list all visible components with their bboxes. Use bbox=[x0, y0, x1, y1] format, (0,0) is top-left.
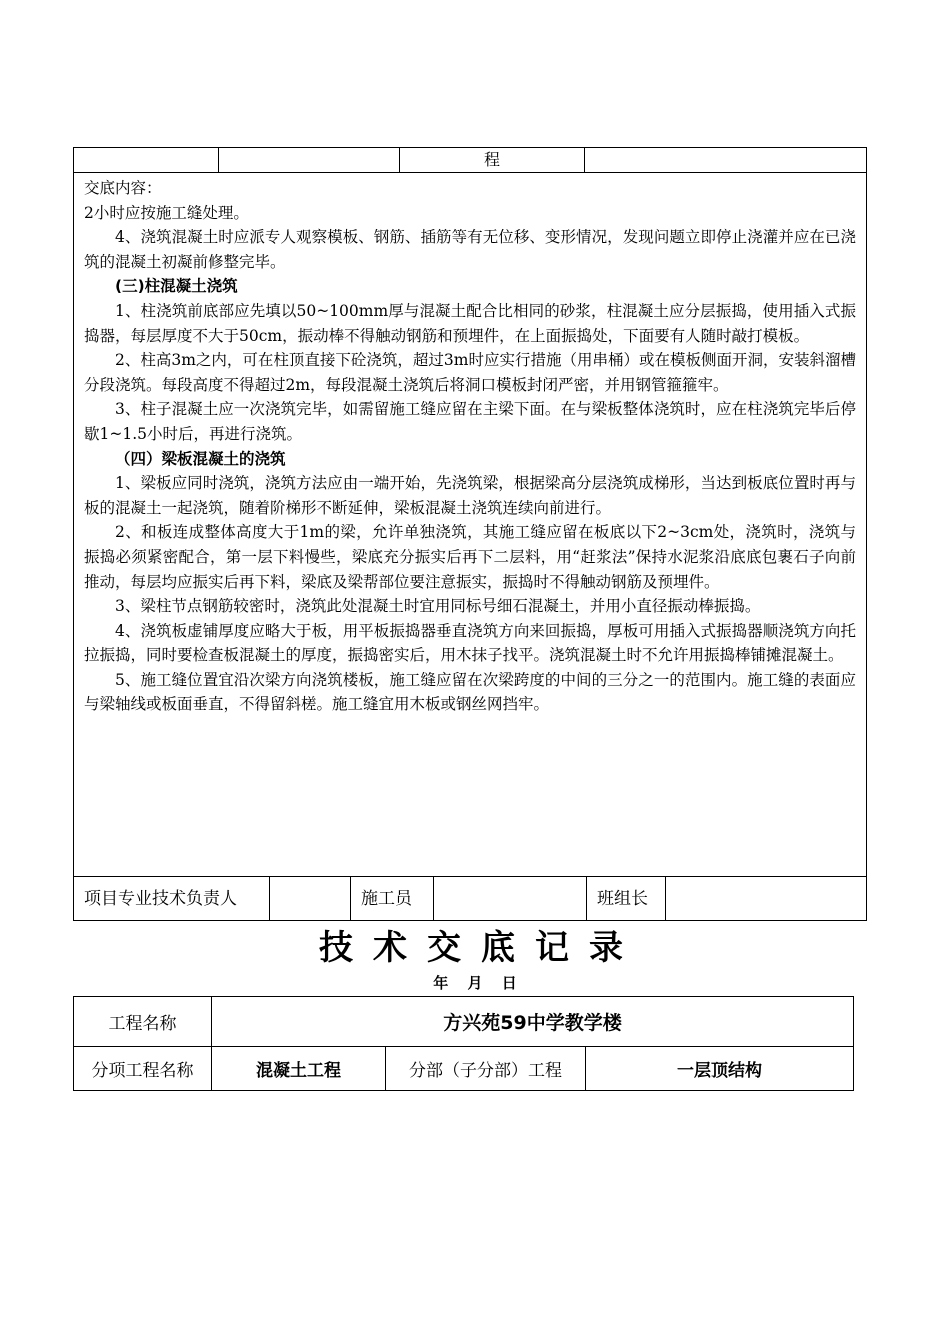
content-paragraph: 5、施工缝位置宜沿次梁方向浇筑楼板，施工缝应留在次梁跨度的中间的三分之一的范围内。施工缝的表面应与梁轴线或板面垂直，不得留斜槎。施工缝宜用木板或钢丝网挡牢。 bbox=[84, 670, 856, 714]
header-cell-3: 程 bbox=[400, 148, 585, 172]
tech-lead-label: 项目专业技术负责人 bbox=[74, 877, 270, 921]
content-paragraph: 2、柱高3m之内，可在柱顶直接下砼浇筑，超过3m时应实行措施（用串桶）或在模板侧面开洞，安装斜溜槽分段浇筑。每段高度不得超过2m，每段混凝土浇筑后将洞口模板封闭严密，并用钢管箍箍牢。 bbox=[84, 351, 856, 394]
division-label: 分部（子分部）工程 bbox=[386, 1047, 586, 1090]
date-line: 年 月 日 bbox=[433, 974, 517, 992]
subitem-row bbox=[74, 1047, 853, 1090]
content-paragraphs bbox=[84, 201, 856, 717]
content-paragraph: 2、和板连成整体高度大于1m的梁，允许单独浇筑，其施工缝应留在板底以下2~3cm处，浇筑时，浇筑与振捣必须紧密配合，第一层下料慢些，梁底充分振实后再下二层料，用“赶浆法”保持水泥浆沿底底包裹石子向前推动，每层均应振实后再下料，梁底及梁帮部位要注意振实，振捣时不得触动钢筋及预埋件。 bbox=[84, 523, 856, 591]
content-paragraph: 2小时应按施工缝处理。 bbox=[84, 203, 249, 222]
header-cell-1 bbox=[74, 148, 219, 172]
section-heading: (三)柱混凝土浇筑 bbox=[115, 277, 238, 296]
division-value: 一层顶结构 bbox=[677, 1061, 762, 1081]
subitem-label: 分项工程名称 bbox=[74, 1047, 212, 1090]
team-leader-label: 班组长 bbox=[587, 877, 666, 921]
project-name-row bbox=[74, 997, 853, 1047]
project-name-label: 工程名称 bbox=[74, 997, 212, 1046]
header-cell-2 bbox=[219, 148, 400, 172]
content-paragraph: 4、浇筑混凝土时应派专人观察模板、钢筋、插筋等有无位移、变形情况，发现问题立即停止浇灌并应在已浇筑的混凝土初凝前修整完毕。 bbox=[84, 228, 856, 271]
table-header-row bbox=[74, 148, 866, 173]
record-title: 技术交底记录 bbox=[319, 928, 643, 968]
content-paragraph: 1、柱浇筑前底部应先填以50~100mm厚与混凝土配合比相同的砂浆，柱混凝土应分层振捣，使用插入式振捣器，每层厚度不大于50cm，振动棒不得触动钢筋和预埋件，在上面振捣处，下面要有人随时敲打模板。 bbox=[84, 301, 856, 345]
disclosure-content bbox=[74, 173, 866, 877]
content-label: 交底内容： bbox=[84, 179, 162, 197]
project-name-value: 方兴苑59中学教学楼 bbox=[443, 1012, 622, 1034]
section-heading: （四）梁板混凝土的浇筑 bbox=[115, 449, 286, 468]
content-paragraph: 4、浇筑板虚铺厚度应略大于板，用平板振捣器垂直浇筑方向来回振捣，厚板可用插入式振捣器顺浇筑方向托拉振捣，同时要检查板混凝土的厚度，振捣密实后，用木抹子找平。浇筑混凝土时不允许用振捣棒铺摊混凝土。 bbox=[84, 621, 856, 665]
technical-disclosure-table-continued bbox=[73, 147, 867, 921]
record-info-table bbox=[73, 996, 854, 1091]
content-paragraph: 3、梁柱节点钢筋较密时，浇筑此处混凝土时宜用同标号细石混凝土，并用小直径振动棒振捣。 bbox=[115, 597, 761, 616]
worker-signature bbox=[434, 877, 587, 921]
content-paragraph: 1、梁板应同时浇筑，浇筑方法应由一端开始，先浇筑梁，根据梁高分层浇筑成梯形，当达到板底位置时再与板的混凝土一起浇筑，随着阶梯形不断延伸，梁板混凝土浇筑连续向前进行。 bbox=[84, 474, 856, 517]
worker-label: 施工员 bbox=[351, 877, 434, 921]
content-paragraph: 3、柱子混凝土应一次浇筑完毕，如需留施工缝应留在主梁下面。在与梁板整体浇筑时，应在柱浇筑完毕后停歇1~1.5小时后，再进行浇筑。 bbox=[84, 400, 856, 443]
team-leader-signature bbox=[666, 877, 866, 921]
tech-lead-signature bbox=[270, 877, 351, 921]
subitem-value: 混凝土工程 bbox=[212, 1047, 386, 1090]
signature-row bbox=[74, 877, 866, 921]
header-cell-4 bbox=[585, 148, 866, 172]
